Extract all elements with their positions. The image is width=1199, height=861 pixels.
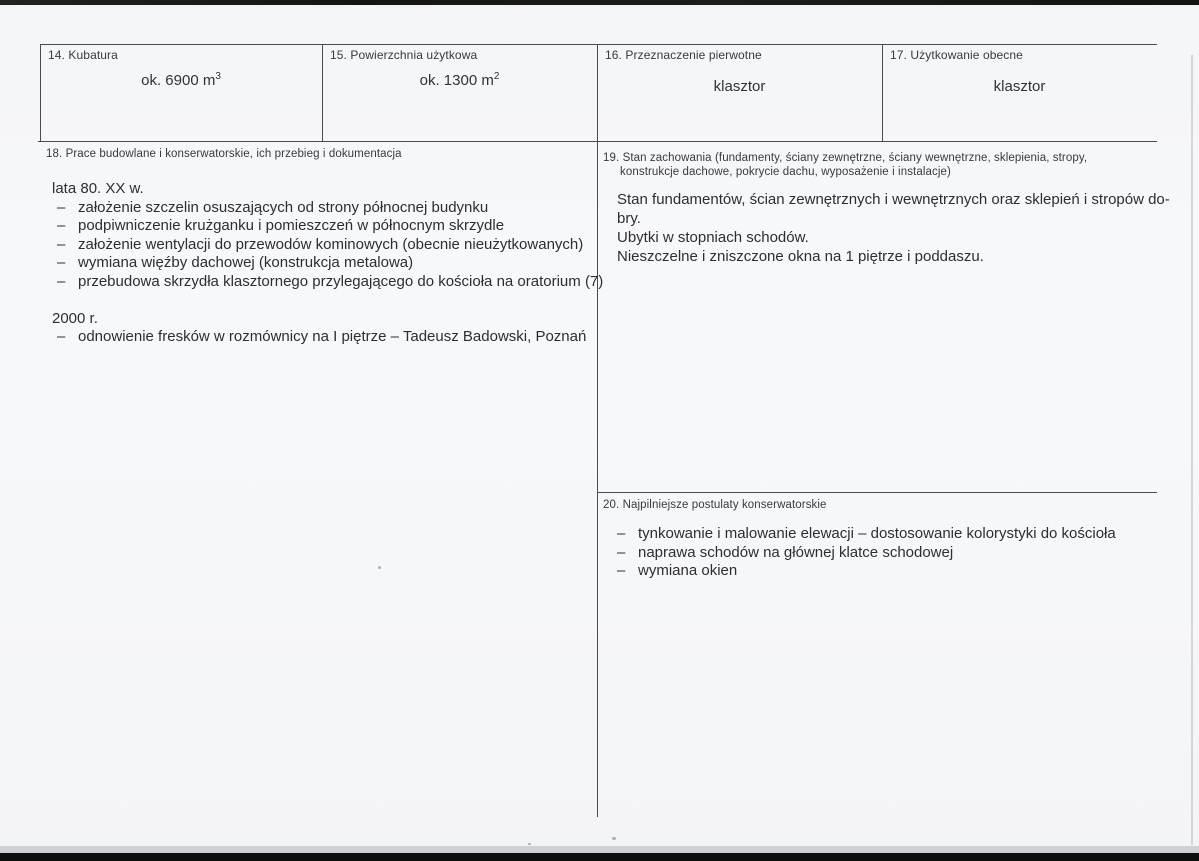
list-dash: – (617, 562, 626, 579)
field-15-label: 15. Powierzchnia użytkowa (330, 48, 478, 62)
field-14-value (40, 72, 322, 89)
list-item-text: przebudowa skrzydła klasztornego przylegającego do kościoła na oratorium (7) (78, 272, 604, 290)
field-15-value (322, 72, 597, 89)
scan-edge-bottom-shadow (0, 846, 1199, 853)
section-18-header: 18. Prace budowlane i konserwatorskie, ich przebieg i dokumentacja (46, 148, 402, 160)
list-dash: – (57, 328, 66, 345)
scan-edge-top (0, 0, 1199, 5)
section-19-line: Stan fundamentów, ścian zewnętrznych i wewnętrznych oraz sklepień i stropów do- (617, 191, 1170, 208)
scan-speck (612, 837, 616, 840)
col-divider-center (597, 44, 598, 817)
list-item (52, 254, 603, 273)
table-top-border (40, 44, 1157, 45)
paper-right-edge (1191, 55, 1193, 845)
section-18-content (52, 180, 603, 347)
list-item (52, 199, 603, 218)
section-19-line: bry. (617, 210, 641, 227)
section-18-period-2: 2000 r. (52, 309, 98, 327)
list-item-text: wymiana więźby dachowej (konstrukcja metalowa) (78, 254, 414, 271)
blank-line (52, 291, 603, 310)
section19-20-divider (597, 492, 1157, 493)
scan-speck (528, 843, 531, 845)
list-item-text: naprawa schodów na głównej klatce schodowej (638, 543, 954, 561)
table-left-border (40, 44, 41, 141)
section-19-header-line1: 19. Stan zachowania (fundamenty, ściany zewnętrzne, ściany wewnętrzne, sklepienia, stropy, (603, 152, 1088, 164)
list-dash: – (57, 217, 66, 234)
list-item (617, 544, 1116, 563)
list-item-text: założenie wentylacji do przewodów kominowych (obecnie nieużytkowanych) (78, 235, 584, 253)
list-item (52, 273, 603, 292)
section-19-content (617, 190, 1170, 266)
list-item (52, 328, 603, 347)
list-item-text: założenie szczelin osuszających od strony północnej budynku (78, 198, 489, 216)
scan-speck (378, 566, 381, 569)
field-15-value-text: ok. 1300 m (419, 72, 494, 89)
field-14-value-sup: 3 (215, 71, 221, 82)
section-20-header: 20. Najpilniejsze postulaty konserwatorskie (603, 499, 827, 511)
field-16-value-text: klasztor (713, 78, 766, 95)
field-14-label: 14. Kubatura (48, 48, 118, 62)
field-16-label: 16. Przeznaczenie pierwotne (605, 48, 762, 62)
list-item (617, 562, 1116, 581)
col-divider-14-15 (322, 44, 323, 141)
field-16-value (597, 78, 882, 95)
list-dash: – (57, 272, 66, 290)
list-item-text: tynkowanie i malowanie elewacji – dostosowanie kolorystyki do kościoła (638, 525, 1116, 542)
list-item (52, 217, 603, 236)
list-dash: – (617, 543, 626, 561)
list-dash: – (617, 525, 626, 542)
list-dash: – (57, 254, 66, 271)
section-20-content (617, 525, 1116, 581)
section-19-header (603, 151, 1087, 179)
field-15-value-sup: 2 (493, 71, 500, 82)
field-17-value-text: klasztor (993, 78, 1046, 95)
section-19-line: Nieszczelne i zniszczone okna na 1 piętrze i poddaszu. (617, 248, 984, 265)
section-19-header-line2: konstrukcje dachowe, pokrycie dachu, wyposażenie i instalacje) (620, 166, 951, 178)
field-17-value (882, 78, 1157, 95)
field-17-label: 17. Użytkowanie obecne (890, 48, 1023, 62)
section-19-line: Ubytki w stopniach schodów. (617, 229, 809, 246)
field-14-value-text: ok. 6900 m (141, 72, 216, 89)
list-item-text: podpiwniczenie krużganku i pomieszczeń w północnym skrzydle (78, 217, 505, 234)
list-item (52, 236, 603, 255)
list-item (617, 525, 1116, 544)
list-dash: – (57, 235, 66, 253)
list-item-text: odnowienie fresków w rozmównicy na I piętrze – Tadeusz Badowski, Poznań (78, 328, 587, 345)
section-18-period-1: lata 80. XX w. (52, 180, 144, 197)
scan-edge-bottom (0, 853, 1199, 861)
list-item-text: wymiana okien (638, 562, 738, 579)
list-dash: – (57, 198, 66, 216)
